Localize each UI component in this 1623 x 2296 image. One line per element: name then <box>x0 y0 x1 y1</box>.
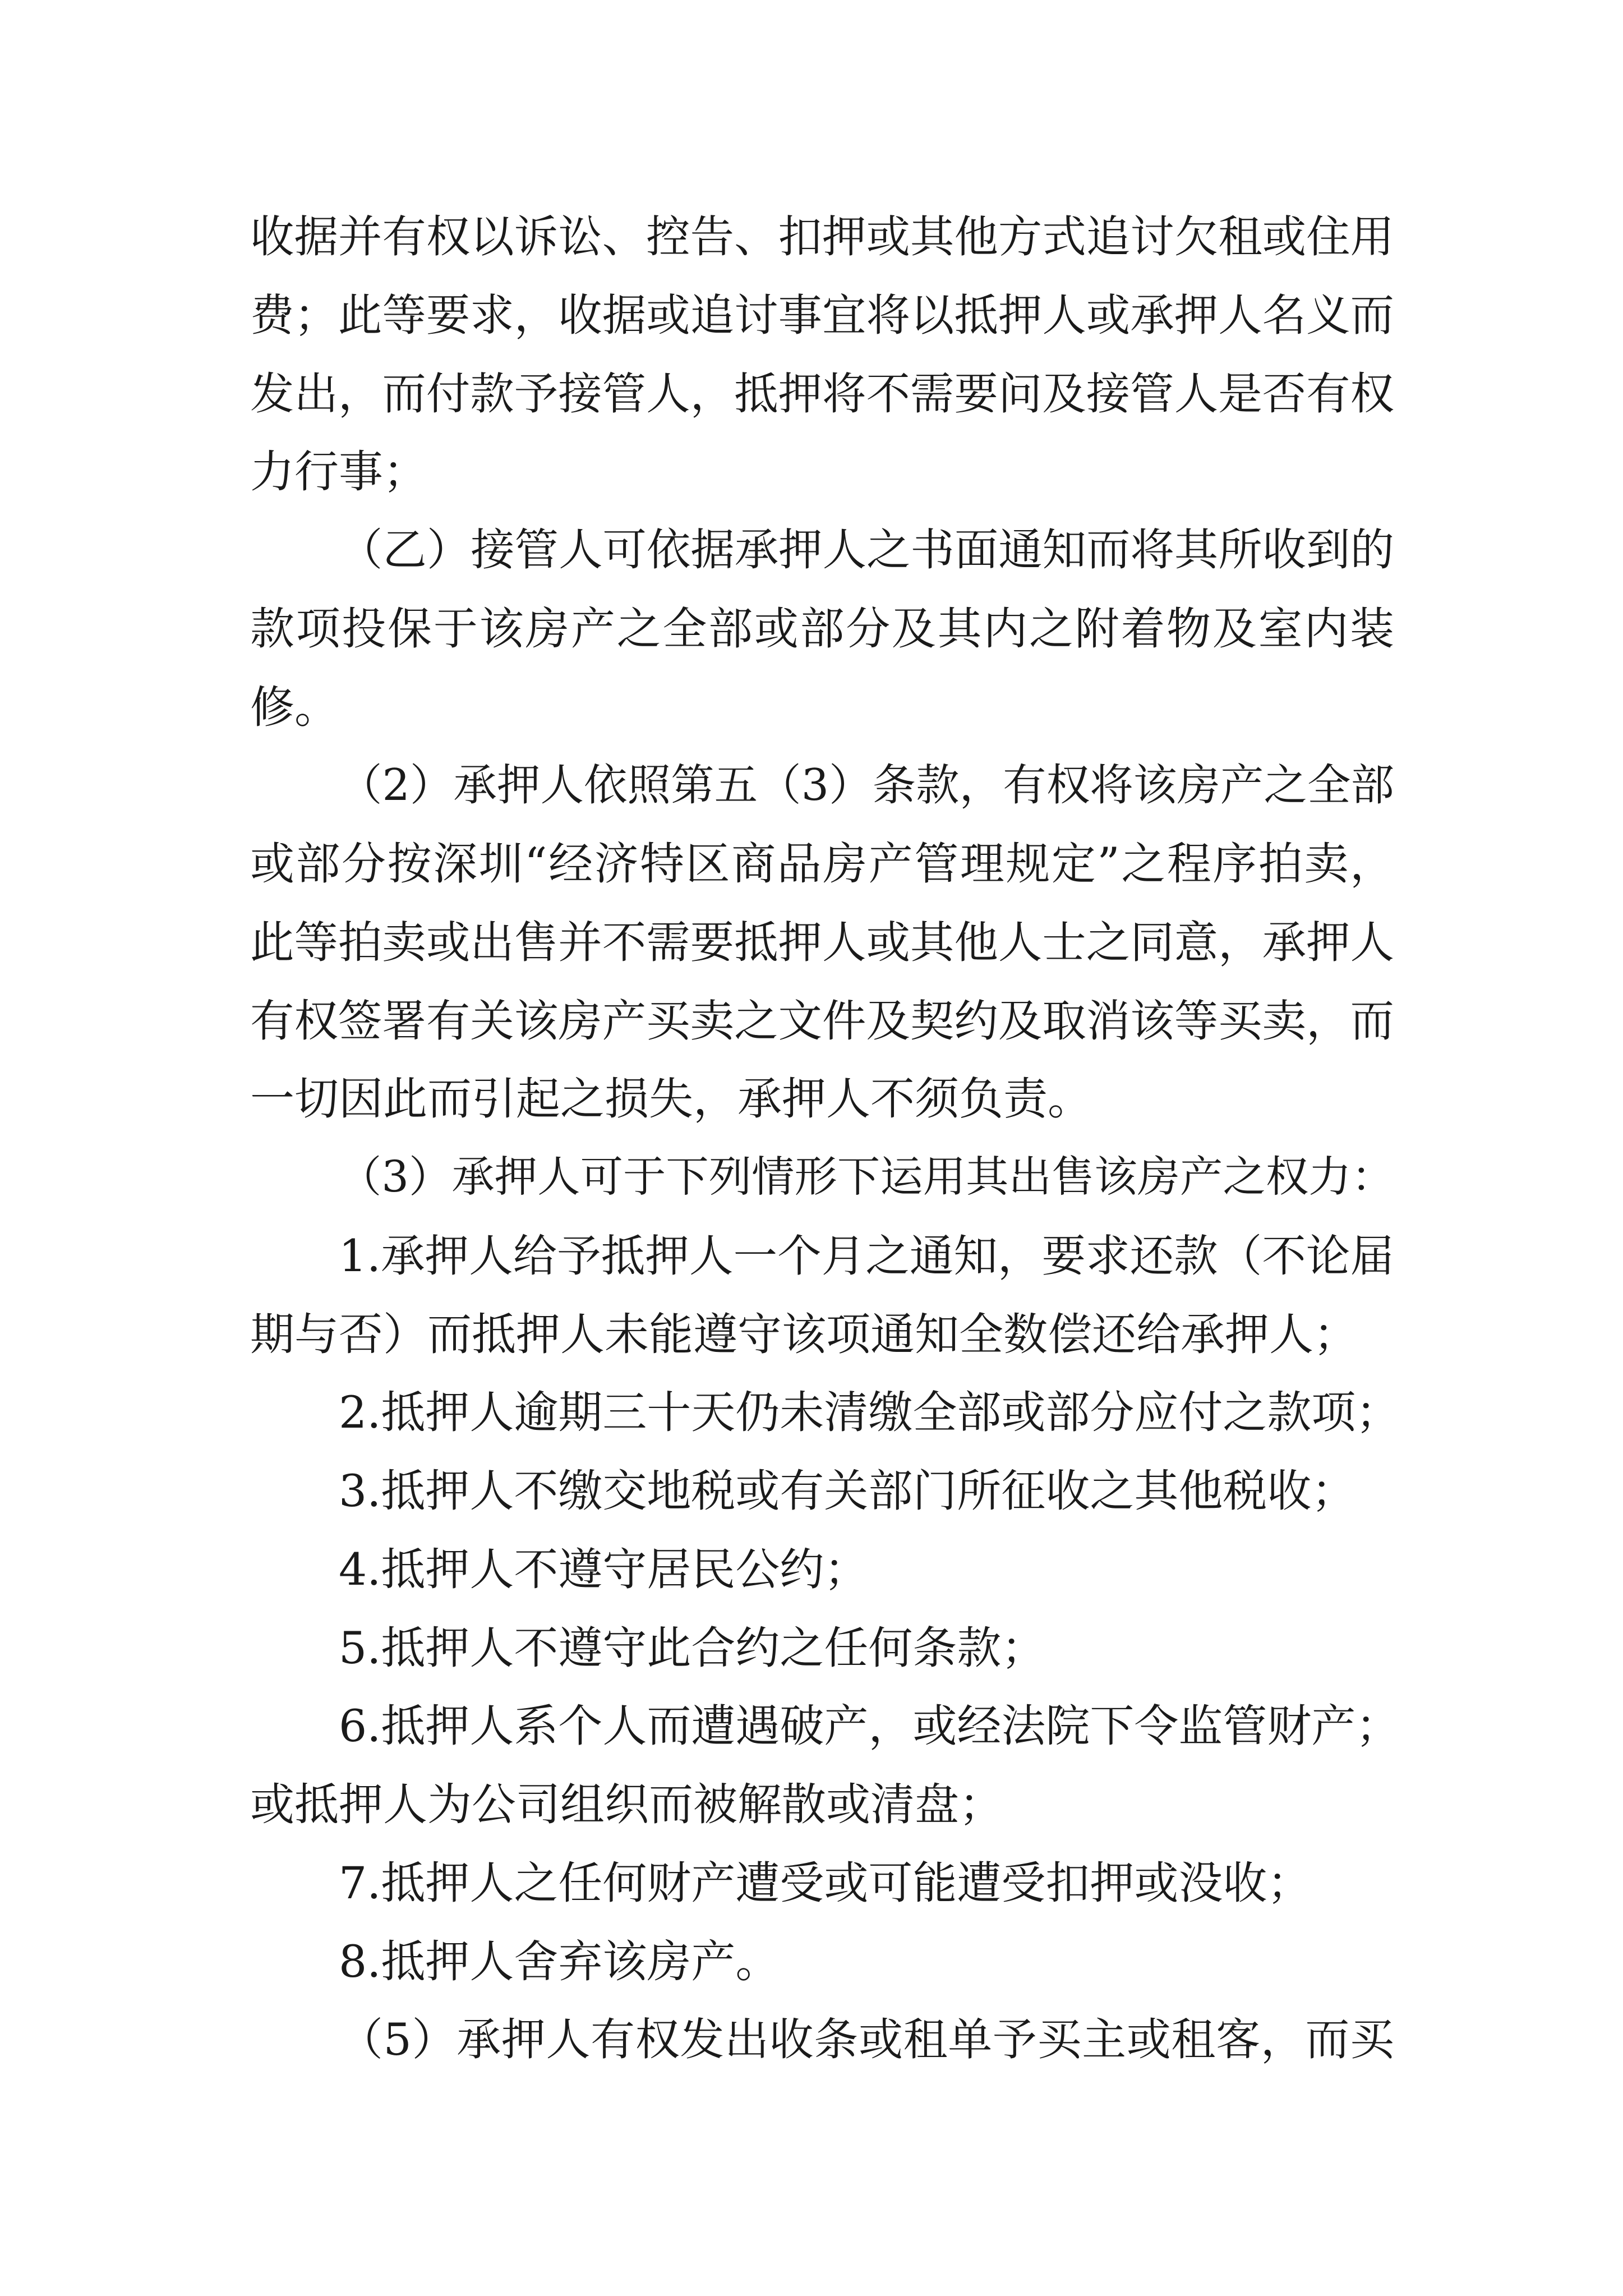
text-line: 4.抵押人不遵守居民公约； <box>339 1544 869 1595</box>
text-line: 修。 <box>250 682 339 733</box>
text-line: 5.抵押人不遵守此合约之任何条款； <box>339 1622 1046 1674</box>
text-line: 此等拍卖或出售并不需要抵押人或其他人士之同意，承押人 <box>250 917 1394 968</box>
text-line: （3）承押人可于下列情形下运用其出售该房产之权力： <box>339 1152 1394 1202</box>
text-line: 或抵押人为公司组织而被解散或清盘； <box>250 1779 1003 1830</box>
text-line: 力行事； <box>250 446 427 498</box>
text-line: 收据并有权以诉讼、控告、扣押或其他方式追讨欠租或住用 <box>250 211 1394 263</box>
text-line: 1.承押人给予抵押人一个月之通知，要求还款（不论届 <box>339 1230 1394 1282</box>
text-line: （5）承押人有权发出收条或租单予买主或租客，而买 <box>339 2014 1394 2065</box>
text-line: 费；此等要求，收据或追讨事宜将以抵押人或承押人名义而 <box>250 289 1394 341</box>
text-line: 6.抵押人系个人而遭遇破产，或经法院下令监管财产； <box>339 1700 1400 1752</box>
text-line: （2）承押人依照第五（3）条款，有权将该房产之全部 <box>339 760 1394 811</box>
text-line: 3.抵押人不缴交地税或有关部门所征收之其他税收； <box>339 1465 1356 1517</box>
text-line: 发出，而付款予接管人，抵押将不需要问及接管人是否有权 <box>250 368 1394 420</box>
text-line: 款项投保于该房产之全部或部分及其内之附着物及室内装 <box>250 603 1394 655</box>
text-line: 7.抵押人之任何财产遭受或可能遭受扣押或没收； <box>339 1857 1312 1909</box>
text-line: 期与否）而抵押人未能遵守该项通知全数偿还给承押人； <box>250 1309 1358 1360</box>
text-line: 8.抵押人舍弃该房产。 <box>339 1936 780 1987</box>
text-line: 2.抵押人逾期三十天仍未清缴全部或部分应付之款项； <box>339 1387 1400 1438</box>
text-line: 有权签署有关该房产买卖之文件及契约及取消该等买卖，而 <box>250 995 1394 1047</box>
text-line: （乙）接管人可依据承押人之书面通知而将其所收到的 <box>339 524 1394 576</box>
text-line: 一切因此而引起之损失，承押人不须负责。 <box>250 1073 1092 1125</box>
text-line: 或部分按深圳“经济特区商品房产管理规定”之程序拍卖， <box>250 838 1394 890</box>
